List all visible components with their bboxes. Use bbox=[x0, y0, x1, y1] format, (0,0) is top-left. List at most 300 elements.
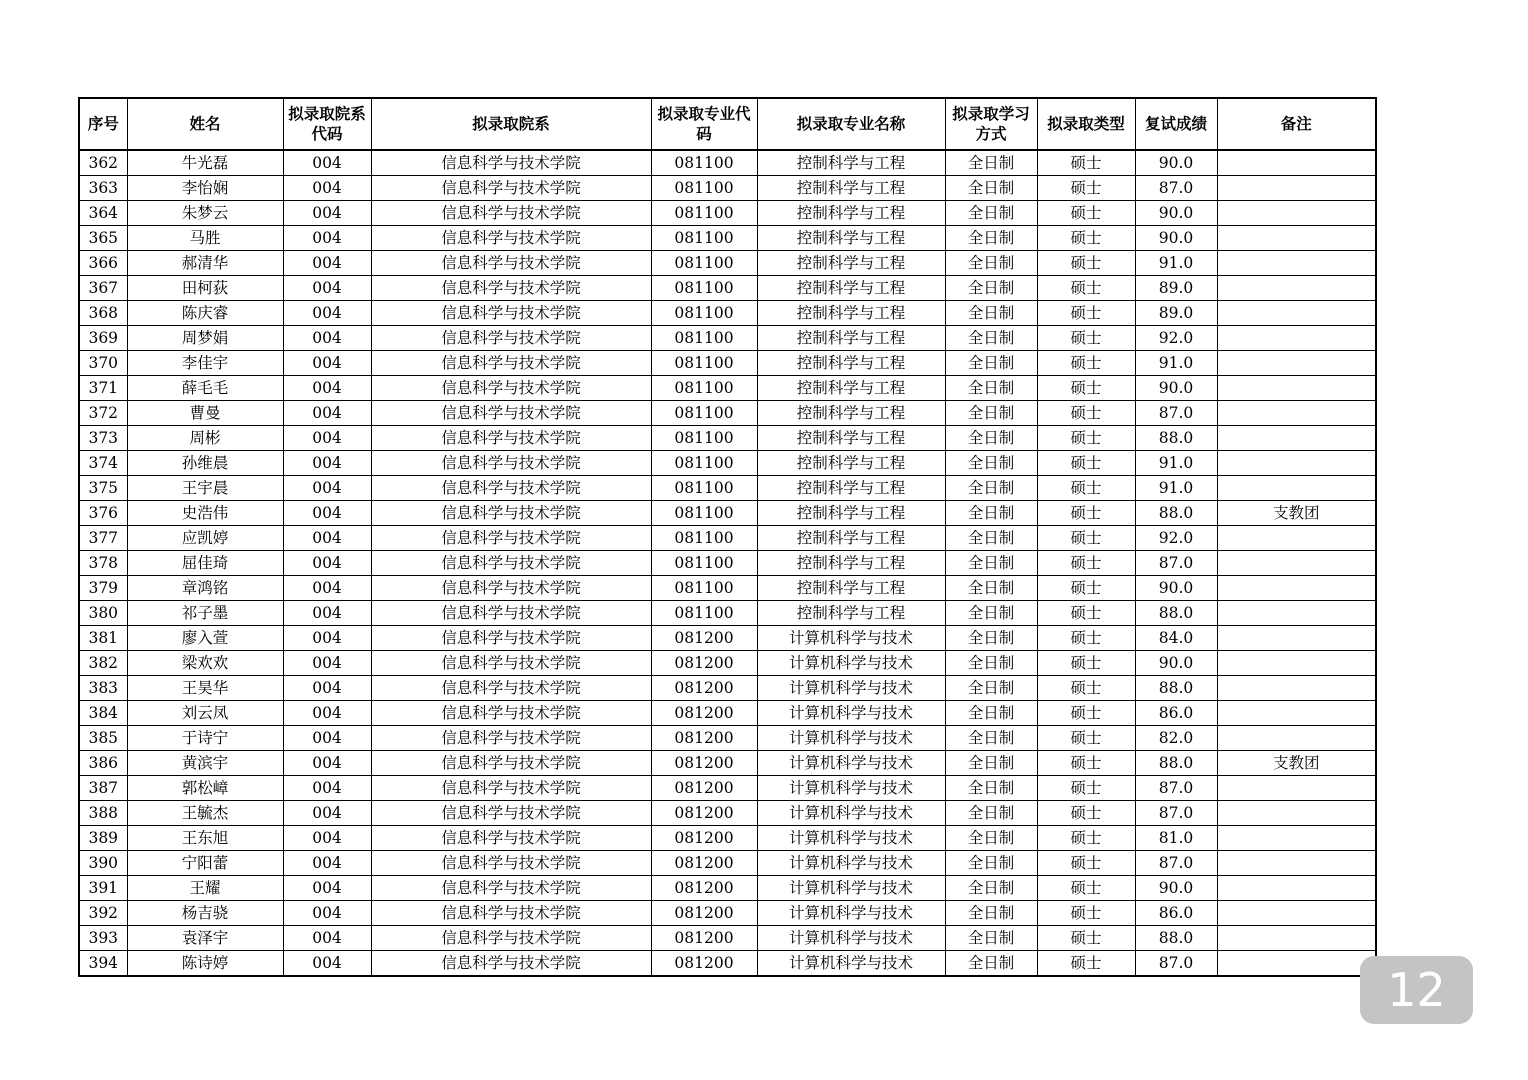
name-cell: 宁阳蕾 bbox=[127, 851, 283, 876]
index-cell: 366 bbox=[79, 251, 127, 276]
score-cell: 87.0 bbox=[1135, 951, 1217, 977]
name-cell: 王东旭 bbox=[127, 826, 283, 851]
table-row bbox=[79, 301, 1376, 326]
admission-type-cell: 硕士 bbox=[1037, 276, 1135, 301]
admission-type-cell: 硕士 bbox=[1037, 926, 1135, 951]
study-mode-cell: 全日制 bbox=[945, 226, 1037, 251]
study-mode-cell: 全日制 bbox=[945, 451, 1037, 476]
study-mode-cell: 全日制 bbox=[945, 351, 1037, 376]
index-cell: 369 bbox=[79, 326, 127, 351]
study-mode-cell: 全日制 bbox=[945, 576, 1037, 601]
name-cell: 陈诗婷 bbox=[127, 951, 283, 977]
major-code-cell: 081100 bbox=[651, 476, 757, 501]
name-cell: 应凯婷 bbox=[127, 526, 283, 551]
major-code-cell: 081200 bbox=[651, 626, 757, 651]
major-name-cell: 计算机科学与技术 bbox=[757, 651, 945, 676]
name-cell: 薛毛毛 bbox=[127, 376, 283, 401]
name-cell: 王昊华 bbox=[127, 676, 283, 701]
major-code-cell: 081100 bbox=[651, 551, 757, 576]
score-cell: 88.0 bbox=[1135, 601, 1217, 626]
study-mode-cell: 全日制 bbox=[945, 776, 1037, 801]
dept-cell: 信息科学与技术学院 bbox=[371, 201, 651, 226]
name-cell: 杨吉骁 bbox=[127, 901, 283, 926]
admission-type-cell: 硕士 bbox=[1037, 476, 1135, 501]
table-row bbox=[79, 201, 1376, 226]
dept-cell: 信息科学与技术学院 bbox=[371, 776, 651, 801]
study-mode-cell: 全日制 bbox=[945, 751, 1037, 776]
score-cell: 87.0 bbox=[1135, 801, 1217, 826]
dept-code-cell: 004 bbox=[283, 701, 371, 726]
study-mode-cell: 全日制 bbox=[945, 150, 1037, 176]
table-row bbox=[79, 651, 1376, 676]
major-name-cell: 控制科学与工程 bbox=[757, 276, 945, 301]
admission-type-cell: 硕士 bbox=[1037, 551, 1135, 576]
index-cell: 385 bbox=[79, 726, 127, 751]
major-name-cell: 控制科学与工程 bbox=[757, 301, 945, 326]
admission-type-cell: 硕士 bbox=[1037, 876, 1135, 901]
score-cell: 87.0 bbox=[1135, 851, 1217, 876]
remarks-cell bbox=[1217, 901, 1376, 926]
study-mode-cell: 全日制 bbox=[945, 826, 1037, 851]
remarks-cell bbox=[1217, 626, 1376, 651]
admission-type-cell: 硕士 bbox=[1037, 801, 1135, 826]
major-name-cell: 控制科学与工程 bbox=[757, 251, 945, 276]
major-name-cell: 计算机科学与技术 bbox=[757, 901, 945, 926]
dept-cell: 信息科学与技术学院 bbox=[371, 876, 651, 901]
score-cell: 90.0 bbox=[1135, 576, 1217, 601]
table-row bbox=[79, 276, 1376, 301]
dept-code-cell: 004 bbox=[283, 426, 371, 451]
table-row bbox=[79, 826, 1376, 851]
table-row bbox=[79, 351, 1376, 376]
study-mode-cell: 全日制 bbox=[945, 426, 1037, 451]
dept-code-cell: 004 bbox=[283, 501, 371, 526]
score-cell: 87.0 bbox=[1135, 551, 1217, 576]
name-cell: 刘云凤 bbox=[127, 701, 283, 726]
major-code-cell: 081100 bbox=[651, 576, 757, 601]
dept-code-cell: 004 bbox=[283, 651, 371, 676]
remarks-cell bbox=[1217, 551, 1376, 576]
dept-code-cell: 004 bbox=[283, 301, 371, 326]
major-name-cell: 控制科学与工程 bbox=[757, 376, 945, 401]
major-code-cell: 081200 bbox=[651, 776, 757, 801]
table-row bbox=[79, 401, 1376, 426]
index-cell: 379 bbox=[79, 576, 127, 601]
name-cell: 王毓杰 bbox=[127, 801, 283, 826]
major-name-cell: 控制科学与工程 bbox=[757, 401, 945, 426]
major-name-cell: 控制科学与工程 bbox=[757, 526, 945, 551]
dept-cell: 信息科学与技术学院 bbox=[371, 951, 651, 977]
dept-cell: 信息科学与技术学院 bbox=[371, 251, 651, 276]
study-mode-cell: 全日制 bbox=[945, 551, 1037, 576]
dept-code-cell: 004 bbox=[283, 351, 371, 376]
name-cell: 李怡娴 bbox=[127, 176, 283, 201]
index-cell: 394 bbox=[79, 951, 127, 977]
admission-type-cell: 硕士 bbox=[1037, 326, 1135, 351]
name-cell: 曹曼 bbox=[127, 401, 283, 426]
major-name-cell: 控制科学与工程 bbox=[757, 501, 945, 526]
index-cell: 387 bbox=[79, 776, 127, 801]
dept-code-cell: 004 bbox=[283, 176, 371, 201]
study-mode-cell: 全日制 bbox=[945, 651, 1037, 676]
admission-type-cell: 硕士 bbox=[1037, 676, 1135, 701]
major-code-cell: 081100 bbox=[651, 526, 757, 551]
table-row bbox=[79, 226, 1376, 251]
dept-code-cell: 004 bbox=[283, 826, 371, 851]
admission-type-cell: 硕士 bbox=[1037, 951, 1135, 977]
dept-code-cell: 004 bbox=[283, 851, 371, 876]
remarks-cell bbox=[1217, 401, 1376, 426]
index-cell: 371 bbox=[79, 376, 127, 401]
name-cell: 周梦娟 bbox=[127, 326, 283, 351]
dept-code-cell: 004 bbox=[283, 951, 371, 977]
dept-cell: 信息科学与技术学院 bbox=[371, 176, 651, 201]
dept-code-cell: 004 bbox=[283, 376, 371, 401]
table-row bbox=[79, 501, 1376, 526]
admission-type-cell: 硕士 bbox=[1037, 526, 1135, 551]
study-mode-cell: 全日制 bbox=[945, 276, 1037, 301]
index-cell: 376 bbox=[79, 501, 127, 526]
remarks-cell bbox=[1217, 876, 1376, 901]
major-code-cell: 081200 bbox=[651, 876, 757, 901]
score-cell: 91.0 bbox=[1135, 451, 1217, 476]
name-cell: 梁欢欢 bbox=[127, 651, 283, 676]
index-cell: 374 bbox=[79, 451, 127, 476]
study-mode-cell: 全日制 bbox=[945, 901, 1037, 926]
study-mode-cell: 全日制 bbox=[945, 626, 1037, 651]
score-cell: 90.0 bbox=[1135, 376, 1217, 401]
dept-cell: 信息科学与技术学院 bbox=[371, 526, 651, 551]
index-cell: 392 bbox=[79, 901, 127, 926]
dept-cell: 信息科学与技术学院 bbox=[371, 501, 651, 526]
header-major-code: 拟录取专业代码 bbox=[651, 98, 757, 150]
major-code-cell: 081100 bbox=[651, 176, 757, 201]
index-cell: 388 bbox=[79, 801, 127, 826]
score-cell: 88.0 bbox=[1135, 926, 1217, 951]
score-cell: 90.0 bbox=[1135, 226, 1217, 251]
major-name-cell: 控制科学与工程 bbox=[757, 201, 945, 226]
index-cell: 362 bbox=[79, 150, 127, 176]
study-mode-cell: 全日制 bbox=[945, 876, 1037, 901]
score-cell: 89.0 bbox=[1135, 276, 1217, 301]
major-code-cell: 081100 bbox=[651, 226, 757, 251]
study-mode-cell: 全日制 bbox=[945, 251, 1037, 276]
major-name-cell: 控制科学与工程 bbox=[757, 576, 945, 601]
table-row bbox=[79, 576, 1376, 601]
score-cell: 86.0 bbox=[1135, 901, 1217, 926]
dept-code-cell: 004 bbox=[283, 326, 371, 351]
score-cell: 82.0 bbox=[1135, 726, 1217, 751]
dept-cell: 信息科学与技术学院 bbox=[371, 576, 651, 601]
score-cell: 91.0 bbox=[1135, 251, 1217, 276]
major-name-cell: 计算机科学与技术 bbox=[757, 626, 945, 651]
remarks-cell bbox=[1217, 651, 1376, 676]
index-cell: 386 bbox=[79, 751, 127, 776]
dept-code-cell: 004 bbox=[283, 926, 371, 951]
dept-cell: 信息科学与技术学院 bbox=[371, 551, 651, 576]
header-study-mode: 拟录取学习方式 bbox=[945, 98, 1037, 150]
dept-code-cell: 004 bbox=[283, 876, 371, 901]
index-cell: 363 bbox=[79, 176, 127, 201]
major-name-cell: 控制科学与工程 bbox=[757, 226, 945, 251]
name-cell: 黄滨宇 bbox=[127, 751, 283, 776]
index-cell: 378 bbox=[79, 551, 127, 576]
major-code-cell: 081200 bbox=[651, 676, 757, 701]
dept-cell: 信息科学与技术学院 bbox=[371, 826, 651, 851]
table-row bbox=[79, 150, 1376, 176]
dept-code-cell: 004 bbox=[283, 226, 371, 251]
index-cell: 390 bbox=[79, 851, 127, 876]
major-name-cell: 计算机科学与技术 bbox=[757, 851, 945, 876]
admission-type-cell: 硕士 bbox=[1037, 401, 1135, 426]
dept-code-cell: 004 bbox=[283, 476, 371, 501]
remarks-cell bbox=[1217, 301, 1376, 326]
dept-code-cell: 004 bbox=[283, 576, 371, 601]
name-cell: 陈庆睿 bbox=[127, 301, 283, 326]
name-cell: 祁子墨 bbox=[127, 601, 283, 626]
remarks-cell bbox=[1217, 726, 1376, 751]
header-dept: 拟录取院系 bbox=[371, 98, 651, 150]
table-row bbox=[79, 901, 1376, 926]
index-cell: 372 bbox=[79, 401, 127, 426]
study-mode-cell: 全日制 bbox=[945, 676, 1037, 701]
remarks-cell: 支教团 bbox=[1217, 751, 1376, 776]
major-code-cell: 081200 bbox=[651, 801, 757, 826]
score-cell: 92.0 bbox=[1135, 526, 1217, 551]
remarks-cell bbox=[1217, 351, 1376, 376]
remarks-cell bbox=[1217, 476, 1376, 501]
major-code-cell: 081200 bbox=[651, 651, 757, 676]
dept-cell: 信息科学与技术学院 bbox=[371, 401, 651, 426]
major-code-cell: 081100 bbox=[651, 150, 757, 176]
table-row bbox=[79, 801, 1376, 826]
admission-type-cell: 硕士 bbox=[1037, 651, 1135, 676]
dept-code-cell: 004 bbox=[283, 776, 371, 801]
score-cell: 89.0 bbox=[1135, 301, 1217, 326]
major-code-cell: 081200 bbox=[651, 826, 757, 851]
score-cell: 90.0 bbox=[1135, 651, 1217, 676]
dept-code-cell: 004 bbox=[283, 751, 371, 776]
score-cell: 91.0 bbox=[1135, 476, 1217, 501]
score-cell: 84.0 bbox=[1135, 626, 1217, 651]
table-row bbox=[79, 776, 1376, 801]
name-cell: 王耀 bbox=[127, 876, 283, 901]
dept-cell: 信息科学与技术学院 bbox=[371, 301, 651, 326]
table-row bbox=[79, 376, 1376, 401]
major-code-cell: 081100 bbox=[651, 601, 757, 626]
remarks-cell bbox=[1217, 951, 1376, 977]
remarks-cell bbox=[1217, 176, 1376, 201]
remarks-cell bbox=[1217, 926, 1376, 951]
dept-cell: 信息科学与技术学院 bbox=[371, 701, 651, 726]
admission-type-cell: 硕士 bbox=[1037, 451, 1135, 476]
major-code-cell: 081100 bbox=[651, 301, 757, 326]
major-code-cell: 081200 bbox=[651, 726, 757, 751]
index-cell: 373 bbox=[79, 426, 127, 451]
remarks-cell bbox=[1217, 776, 1376, 801]
score-cell: 90.0 bbox=[1135, 150, 1217, 176]
index-cell: 384 bbox=[79, 701, 127, 726]
name-cell: 郭松嶂 bbox=[127, 776, 283, 801]
dept-code-cell: 004 bbox=[283, 451, 371, 476]
dept-code-cell: 004 bbox=[283, 601, 371, 626]
name-cell: 孙维晨 bbox=[127, 451, 283, 476]
dept-cell: 信息科学与技术学院 bbox=[371, 226, 651, 251]
header-index: 序号 bbox=[79, 98, 127, 150]
name-cell: 王宇晨 bbox=[127, 476, 283, 501]
remarks-cell bbox=[1217, 326, 1376, 351]
admission-type-cell: 硕士 bbox=[1037, 376, 1135, 401]
table-row bbox=[79, 551, 1376, 576]
study-mode-cell: 全日制 bbox=[945, 301, 1037, 326]
header-name: 姓名 bbox=[127, 98, 283, 150]
admission-type-cell: 硕士 bbox=[1037, 851, 1135, 876]
study-mode-cell: 全日制 bbox=[945, 726, 1037, 751]
score-cell: 88.0 bbox=[1135, 676, 1217, 701]
admission-type-cell: 硕士 bbox=[1037, 751, 1135, 776]
major-code-cell: 081100 bbox=[651, 251, 757, 276]
admission-type-cell: 硕士 bbox=[1037, 726, 1135, 751]
name-cell: 屈佳琦 bbox=[127, 551, 283, 576]
name-cell: 于诗宁 bbox=[127, 726, 283, 751]
dept-cell: 信息科学与技术学院 bbox=[371, 726, 651, 751]
table-row bbox=[79, 476, 1376, 501]
dept-code-cell: 004 bbox=[283, 726, 371, 751]
major-name-cell: 计算机科学与技术 bbox=[757, 926, 945, 951]
major-code-cell: 081100 bbox=[651, 201, 757, 226]
admission-type-cell: 硕士 bbox=[1037, 826, 1135, 851]
major-name-cell: 计算机科学与技术 bbox=[757, 701, 945, 726]
score-cell: 87.0 bbox=[1135, 401, 1217, 426]
index-cell: 375 bbox=[79, 476, 127, 501]
major-code-cell: 081100 bbox=[651, 376, 757, 401]
table-row bbox=[79, 426, 1376, 451]
dept-cell: 信息科学与技术学院 bbox=[371, 276, 651, 301]
remarks-cell bbox=[1217, 276, 1376, 301]
major-name-cell: 计算机科学与技术 bbox=[757, 776, 945, 801]
header-admission-type: 拟录取类型 bbox=[1037, 98, 1135, 150]
major-code-cell: 081100 bbox=[651, 276, 757, 301]
major-code-cell: 081100 bbox=[651, 426, 757, 451]
study-mode-cell: 全日制 bbox=[945, 201, 1037, 226]
admission-type-cell: 硕士 bbox=[1037, 901, 1135, 926]
index-cell: 370 bbox=[79, 351, 127, 376]
major-code-cell: 081200 bbox=[651, 951, 757, 977]
dept-cell: 信息科学与技术学院 bbox=[371, 676, 651, 701]
major-name-cell: 控制科学与工程 bbox=[757, 451, 945, 476]
index-cell: 364 bbox=[79, 201, 127, 226]
dept-code-cell: 004 bbox=[283, 401, 371, 426]
table-row bbox=[79, 626, 1376, 651]
index-cell: 383 bbox=[79, 676, 127, 701]
table-row bbox=[79, 676, 1376, 701]
remarks-cell bbox=[1217, 526, 1376, 551]
major-name-cell: 控制科学与工程 bbox=[757, 150, 945, 176]
dept-cell: 信息科学与技术学院 bbox=[371, 426, 651, 451]
name-cell: 郝清华 bbox=[127, 251, 283, 276]
index-cell: 381 bbox=[79, 626, 127, 651]
name-cell: 廖入萱 bbox=[127, 626, 283, 651]
major-name-cell: 计算机科学与技术 bbox=[757, 951, 945, 977]
index-cell: 382 bbox=[79, 651, 127, 676]
dept-code-cell: 004 bbox=[283, 251, 371, 276]
remarks-cell bbox=[1217, 601, 1376, 626]
table-row bbox=[79, 451, 1376, 476]
study-mode-cell: 全日制 bbox=[945, 401, 1037, 426]
study-mode-cell: 全日制 bbox=[945, 851, 1037, 876]
admission-type-cell: 硕士 bbox=[1037, 501, 1135, 526]
name-cell: 马胜 bbox=[127, 226, 283, 251]
admission-type-cell: 硕士 bbox=[1037, 601, 1135, 626]
header-dept-code: 拟录取院系代码 bbox=[283, 98, 371, 150]
header-major-name: 拟录取专业名称 bbox=[757, 98, 945, 150]
table-row bbox=[79, 251, 1376, 276]
dept-cell: 信息科学与技术学院 bbox=[371, 601, 651, 626]
remarks-cell bbox=[1217, 150, 1376, 176]
page-number-badge: 12 bbox=[1360, 956, 1473, 1024]
remarks-cell bbox=[1217, 251, 1376, 276]
admission-type-cell: 硕士 bbox=[1037, 701, 1135, 726]
name-cell: 史浩伟 bbox=[127, 501, 283, 526]
study-mode-cell: 全日制 bbox=[945, 601, 1037, 626]
table-row bbox=[79, 726, 1376, 751]
name-cell: 田柯荻 bbox=[127, 276, 283, 301]
dept-code-cell: 004 bbox=[283, 676, 371, 701]
dept-code-cell: 004 bbox=[283, 201, 371, 226]
score-cell: 90.0 bbox=[1135, 201, 1217, 226]
dept-cell: 信息科学与技术学院 bbox=[371, 926, 651, 951]
index-cell: 391 bbox=[79, 876, 127, 901]
dept-code-cell: 004 bbox=[283, 150, 371, 176]
score-cell: 92.0 bbox=[1135, 326, 1217, 351]
score-cell: 88.0 bbox=[1135, 751, 1217, 776]
admission-type-cell: 硕士 bbox=[1037, 351, 1135, 376]
table-row bbox=[79, 876, 1376, 901]
dept-cell: 信息科学与技术学院 bbox=[371, 150, 651, 176]
score-cell: 90.0 bbox=[1135, 876, 1217, 901]
study-mode-cell: 全日制 bbox=[945, 501, 1037, 526]
major-name-cell: 控制科学与工程 bbox=[757, 601, 945, 626]
remarks-cell bbox=[1217, 451, 1376, 476]
table-row bbox=[79, 701, 1376, 726]
study-mode-cell: 全日制 bbox=[945, 951, 1037, 977]
admission-type-cell: 硕士 bbox=[1037, 251, 1135, 276]
dept-code-cell: 004 bbox=[283, 901, 371, 926]
study-mode-cell: 全日制 bbox=[945, 801, 1037, 826]
dept-code-cell: 004 bbox=[283, 801, 371, 826]
dept-cell: 信息科学与技术学院 bbox=[371, 351, 651, 376]
study-mode-cell: 全日制 bbox=[945, 701, 1037, 726]
major-name-cell: 计算机科学与技术 bbox=[757, 676, 945, 701]
table-body bbox=[79, 150, 1376, 976]
score-cell: 88.0 bbox=[1135, 501, 1217, 526]
major-name-cell: 计算机科学与技术 bbox=[757, 801, 945, 826]
major-name-cell: 控制科学与工程 bbox=[757, 326, 945, 351]
dept-cell: 信息科学与技术学院 bbox=[371, 651, 651, 676]
index-cell: 367 bbox=[79, 276, 127, 301]
dept-code-cell: 004 bbox=[283, 551, 371, 576]
name-cell: 袁泽宇 bbox=[127, 926, 283, 951]
major-code-cell: 081200 bbox=[651, 901, 757, 926]
score-cell: 87.0 bbox=[1135, 776, 1217, 801]
index-cell: 368 bbox=[79, 301, 127, 326]
admission-type-cell: 硕士 bbox=[1037, 201, 1135, 226]
dept-code-cell: 004 bbox=[283, 276, 371, 301]
name-cell: 周彬 bbox=[127, 426, 283, 451]
major-code-cell: 081200 bbox=[651, 701, 757, 726]
major-code-cell: 081100 bbox=[651, 326, 757, 351]
major-name-cell: 控制科学与工程 bbox=[757, 176, 945, 201]
